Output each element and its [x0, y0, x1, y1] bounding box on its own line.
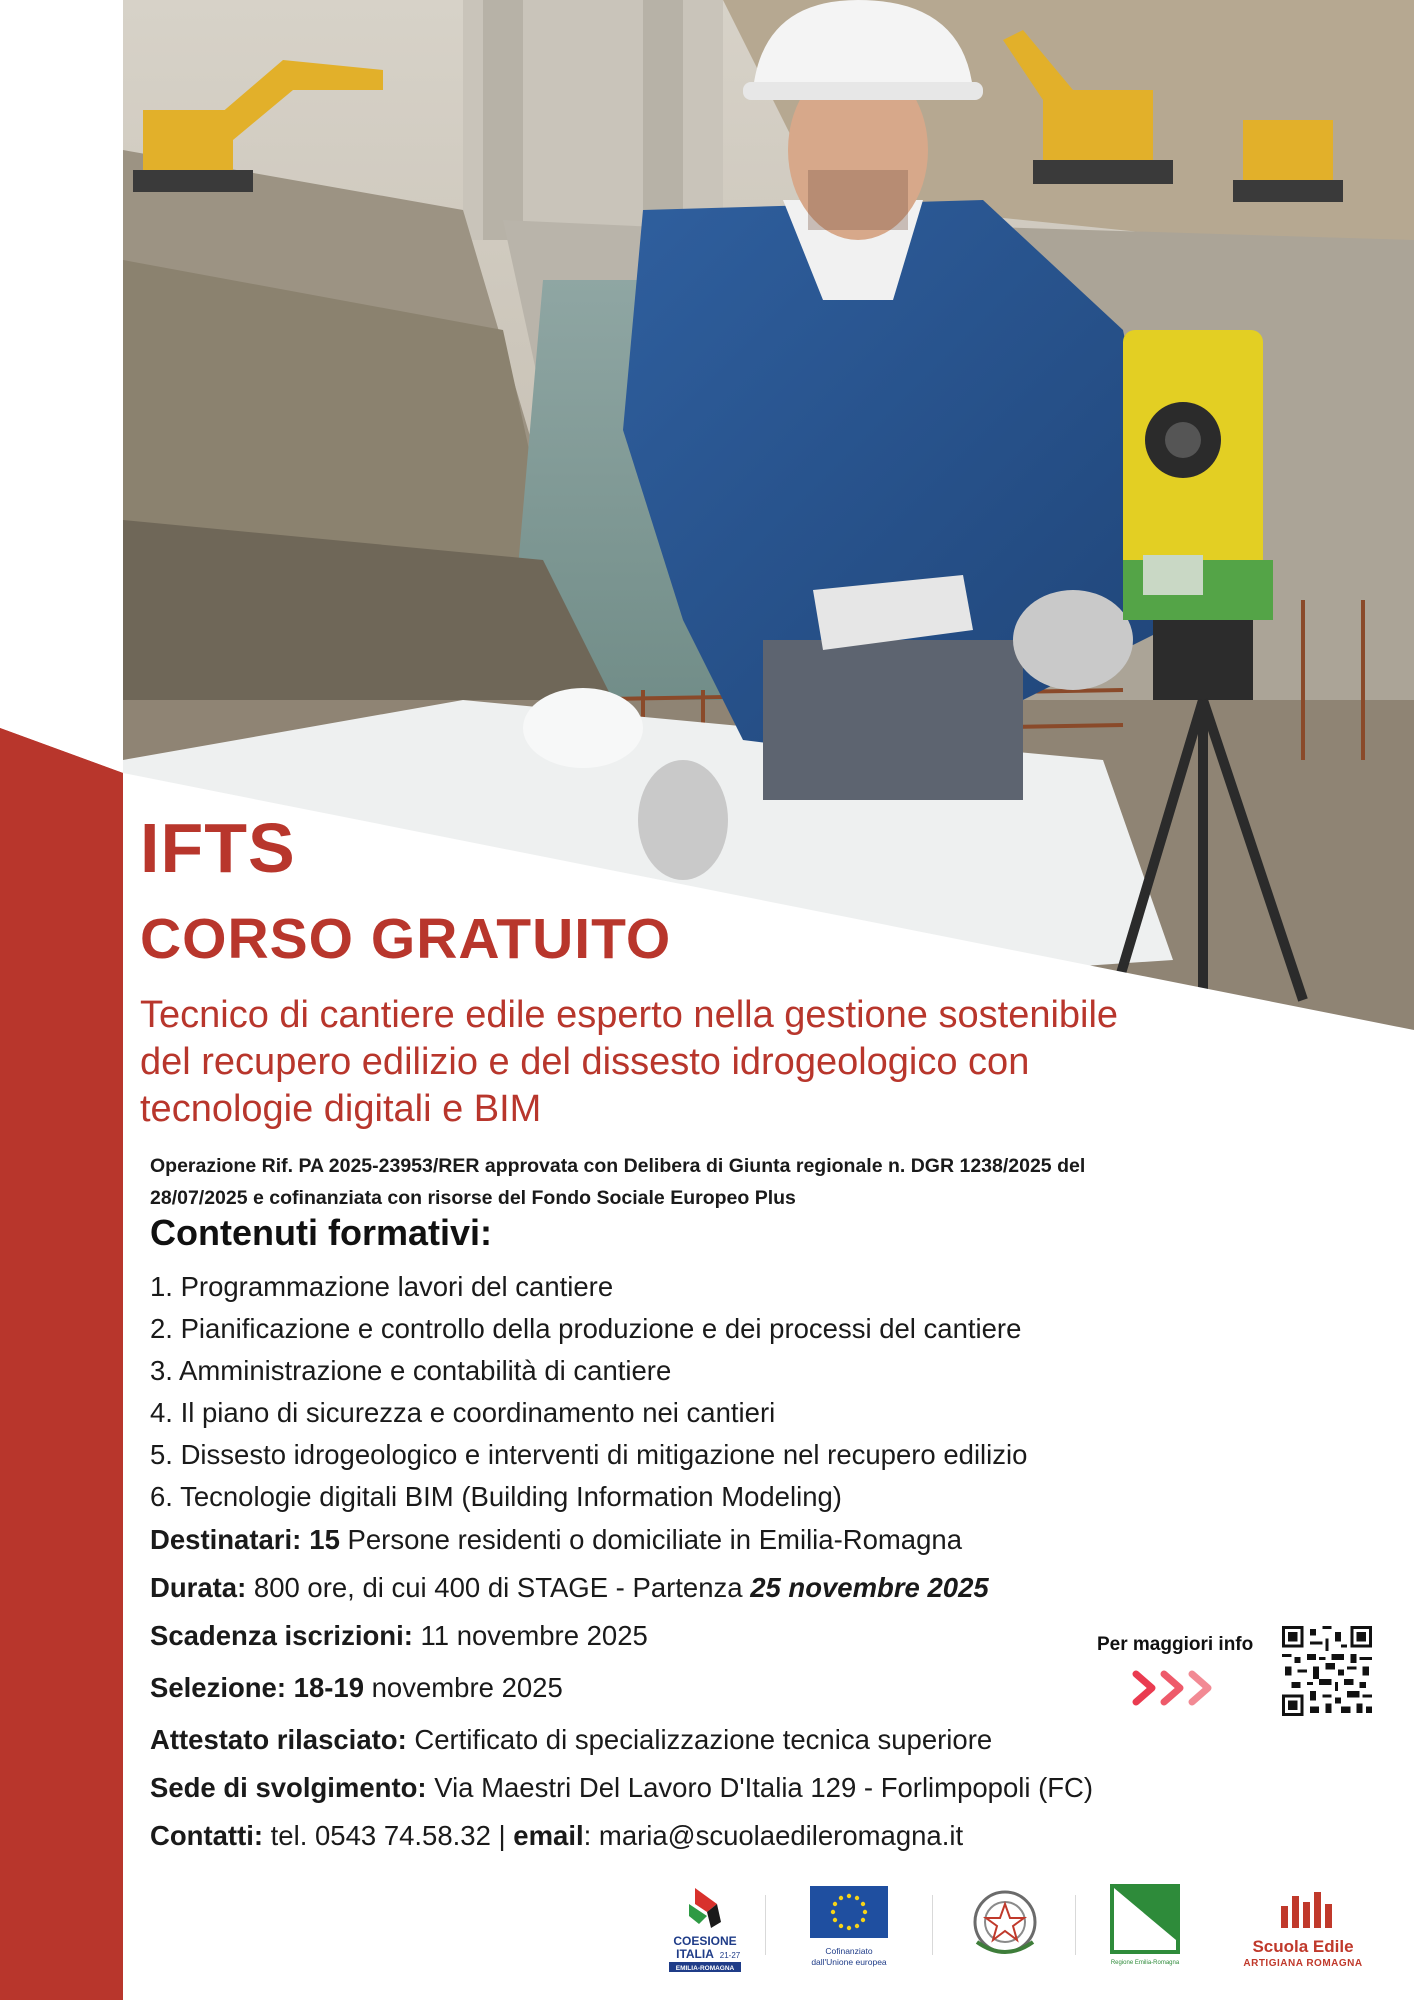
scuola-line1: Scuola Edile — [1252, 1937, 1354, 1956]
subtitle-line-1: Tecnico di cantiere edile esperto nella gestione sostenibile — [140, 994, 1119, 1036]
operation-line-2: 28/07/2025 e cofinanziata con risorse del Fondo Sociale Europeo Plus — [150, 1187, 796, 1209]
selezione-row — [150, 1672, 563, 1704]
coesione-years: 21-27 — [719, 1951, 741, 1960]
contenuti-item: 2. Pianificazione e controllo della produzione e dei processi del cantiere — [150, 1313, 1022, 1344]
subtitle-line-3: tecnologie digitali e BIM — [140, 1088, 542, 1130]
contenuti-item: 6. Tecnologie digitali BIM (Building Information Modeling) — [150, 1481, 842, 1512]
selezione-text: novembre 2025 — [364, 1672, 563, 1703]
operation-line-1: Operazione Rif. PA 2025-23953/RER approvata con Delibera di Giunta regionale n. DGR 1238/2025 del — [150, 1155, 1086, 1177]
eu-line1: Cofinanziato — [825, 1946, 873, 1956]
regione-label: Regione Emilia-Romagna — [1110, 1960, 1180, 1966]
italian-republic-emblem — [965, 1882, 1045, 1962]
contenuti-title: Contenuti formativi: — [150, 1212, 492, 1253]
operation-reference — [150, 1150, 1350, 1214]
scuola-line2: ARTIGIANA ROMAGNA — [1243, 1958, 1363, 1969]
email-label: email — [513, 1820, 584, 1851]
eu-flag-logo — [800, 1882, 900, 1982]
contatti-email[interactable]: : maria@scuolaedileromagna.it — [583, 1820, 964, 1851]
scuola-edile-logo — [1215, 1882, 1400, 1982]
ifts-heading: IFTS — [140, 809, 296, 887]
corso-gratuito-heading: CORSO GRATUITO — [140, 907, 672, 971]
contenuti-item: 4. Il piano di sicurezza e coordinamento nei cantieri — [150, 1397, 776, 1428]
contatti-label: Contatti: — [150, 1820, 264, 1851]
eu-line2: dall'Unione europea — [811, 1957, 887, 1967]
coesione-line1: COESIONE — [673, 1934, 737, 1948]
durata-label: Durata: — [150, 1572, 247, 1603]
chevrons-right-icon — [1130, 1668, 1225, 1708]
logo-separator — [1075, 1895, 1076, 1955]
selezione-days: 18-19 — [286, 1672, 364, 1703]
durata-text: 800 ore, di cui 400 di STAGE - Partenza — [246, 1572, 751, 1603]
logo-separator — [765, 1895, 766, 1955]
attestato-label: Attestato rilasciato: — [150, 1724, 407, 1755]
destinatari-number: 15 — [309, 1524, 340, 1555]
contatti-row — [150, 1820, 963, 1852]
more-info-label: Per maggiori info — [1097, 1634, 1254, 1655]
scadenza-text: 11 novembre 2025 — [412, 1620, 648, 1651]
contatti-tel: tel. 0543 74.58.32 | — [263, 1820, 514, 1851]
attestato-row — [150, 1724, 992, 1756]
sede-row — [150, 1772, 1093, 1804]
coesione-region: EMILIA-ROMAGNA — [675, 1965, 735, 1972]
durata-start-date: 25 novembre 2025 — [750, 1572, 989, 1603]
contenuti-item: 3. Amministrazione e contabilità di cantiere — [150, 1355, 672, 1386]
coesione-italia-logo — [655, 1882, 755, 1982]
sede-text: Via Maestri Del Lavoro D'Italia 129 - Forlimpopoli (FC) — [426, 1772, 1094, 1803]
coesione-line2: ITALIA — [676, 1947, 714, 1961]
course-subtitle — [140, 992, 1280, 1133]
destinatari-label: Destinatari: — [150, 1524, 302, 1555]
scadenza-row — [150, 1620, 648, 1652]
contenuti-item: 5. Dissesto idrogeologico e interventi di mitigazione nel recupero edilizio — [150, 1439, 1028, 1470]
logo-separator — [932, 1895, 933, 1955]
qr-code[interactable] — [1282, 1626, 1372, 1716]
contenuti-item: 1. Programmazione lavori del cantiere — [150, 1271, 614, 1302]
selezione-label: Selezione: — [150, 1672, 287, 1703]
regione-emilia-romagna-logo — [1108, 1882, 1188, 1972]
attestato-text: Certificato di specializzazione tecnica superiore — [406, 1724, 993, 1755]
contenuti-list — [150, 1266, 1027, 1518]
sede-label: Sede di svolgimento: — [150, 1772, 427, 1803]
durata-row — [150, 1572, 989, 1604]
scadenza-label: Scadenza iscrizioni: — [150, 1620, 413, 1651]
subtitle-line-2: del recupero edilizio e del dissesto idrogeologico con — [140, 1041, 1030, 1083]
destinatari-row — [150, 1524, 962, 1556]
destinatari-text: Persone residenti o domiciliate in Emilia-Romagna — [339, 1524, 962, 1555]
